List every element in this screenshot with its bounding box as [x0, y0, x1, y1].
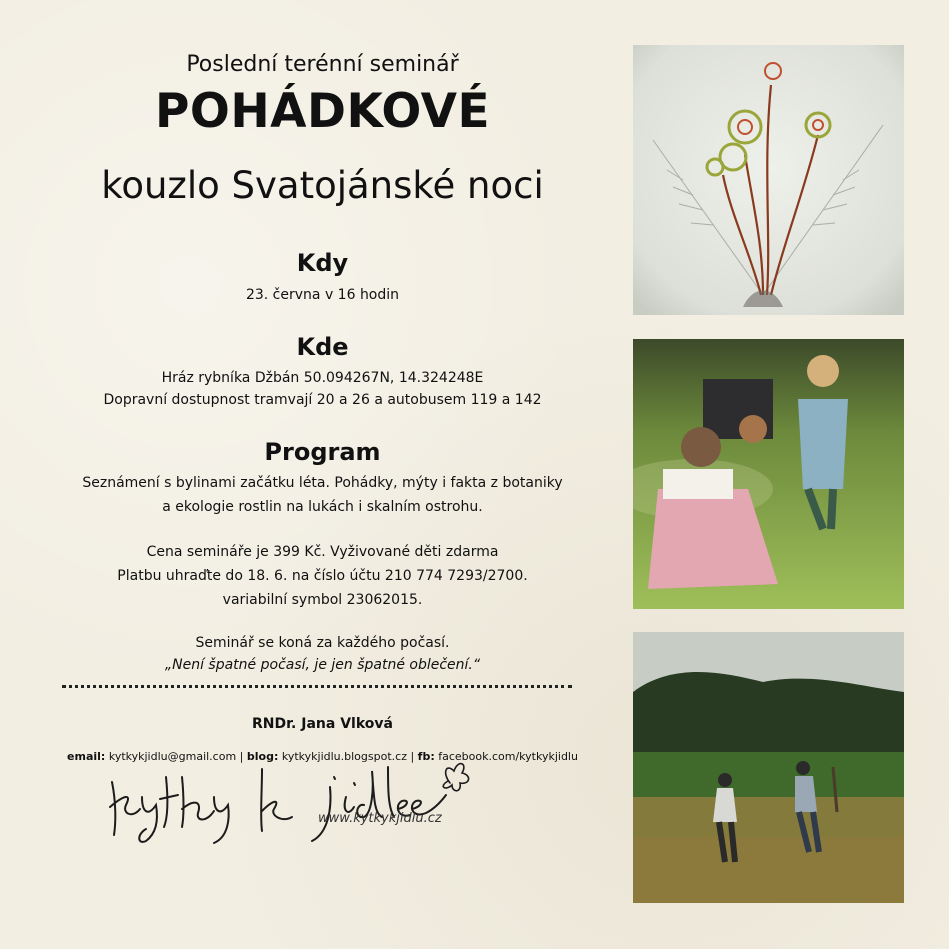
price-line-2: Platbu uhraďte do 18. 6. na číslo účtu 210 774 7293/2700.: [117, 568, 528, 584]
email-link[interactable]: kytkykjidlu@gmail.com: [108, 750, 237, 763]
blog-label: blog:: [246, 750, 279, 763]
when-heading: Kdy: [296, 249, 349, 277]
price-line-3: variabilní symbol 23062015.: [222, 592, 423, 608]
fb-link[interactable]: facebook.com/kytkykjidlu: [438, 750, 578, 763]
when-text: 23. června v 16 hodin: [245, 287, 400, 303]
weather-quote: „Není špatné počasí, je jen špatné oblečení.“: [164, 657, 481, 673]
where-line-2: Dopravní dostupnost tramvají 20 a 26 a autobusem 119 a 142: [103, 392, 542, 408]
subtitle: Poslední terénní seminář: [186, 52, 459, 77]
fern-illustration-image: [633, 45, 904, 315]
signature-logo: [102, 747, 472, 847]
program-line-1: Seznámení s bylinami začátku léta. Pohádky, mýty i fakta z botaniky: [82, 475, 563, 491]
where-line-1: Hráz rybníka Džbán 50.094267N, 14.324248E: [161, 370, 484, 386]
author-name: RNDr. Jana Vlková: [252, 716, 393, 732]
separator: |: [239, 750, 247, 763]
program-line-2: a ekologie rostlin na lukách i skalním ostrohu.: [162, 499, 483, 515]
fb-label: fb:: [417, 750, 435, 763]
children-field-photo: [633, 632, 904, 903]
email-label: email:: [67, 750, 106, 763]
price-line-1: Cena semináře je 399 Kč. Vyživované děti zdarma: [146, 544, 499, 560]
where-heading: Kde: [296, 333, 349, 361]
blog-link[interactable]: kytkykjidlu.blogspot.cz: [281, 750, 407, 763]
separator: |: [410, 750, 418, 763]
girls-meadow-photo: [633, 339, 904, 609]
program-heading: Program: [264, 438, 381, 466]
title-line-2: kouzlo Svatojánské noci: [101, 164, 544, 207]
dotted-divider: [62, 685, 572, 688]
website-text: www.kytkykjidlu.cz: [318, 811, 442, 826]
weather-line: Seminář se koná za každého počasí.: [195, 635, 450, 651]
main-title: POHÁDKOVÉ: [154, 84, 491, 139]
